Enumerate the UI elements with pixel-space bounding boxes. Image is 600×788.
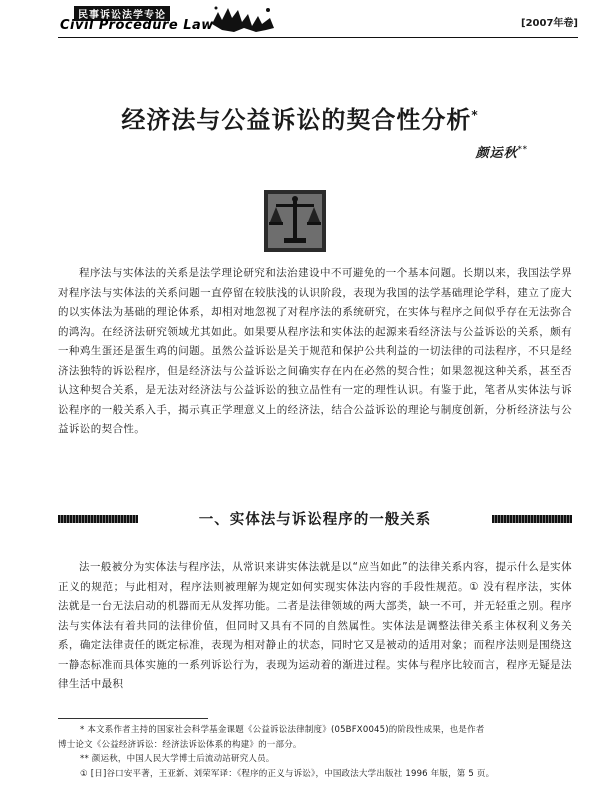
abstract-paragraph: 程序法与实体法的关系是法学理论研究和法治建设中不可避免的一个基本问题。长期以来，我国法学界对程序法与实体法的关系问题一直停留在较肤浅的认识阶段，表现为我国的法学基础理论学科，建立了庞大的以实体法为基础的理论体系，却相对地忽视了对程序法的系统研究，在实体与程序之间似乎存在无法弥合的鸿沟。在经济法研究领域尤其如此。如果要从程序法和实体法的起源来看经济法与公益诉讼的关系，颇有一种鸡生蛋还是蛋生鸡的问题。虽然公益诉讼是关于规范和保护公共利益的一切法律的司法程序，不只是经济法独特的诉讼程序，但是经济法与公益诉讼之间确实存在内在必然的契合性；如果忽视这种关系，甚至否认这种契合关系，是无法对经济法与公益诉讼的独立品性有一定的理性认识。有鉴于此，笔者从实体法与诉讼程序的一般关系入手，揭示真正学理意义上的经济法，结合公益诉讼的理论与制度创新，分析经济法与公益诉讼的契合性。	[58, 267, 572, 435]
footnote-funding-line2: 博士论文《公益经济诉讼：经济法诉讼体系的构建》的一部分。	[58, 739, 302, 750]
footnote-author: ** 颜运秋，中国人民大学博士后流动站研究人员。	[80, 754, 275, 764]
author-footnote-mark: **	[517, 143, 528, 154]
footnote-divider	[58, 718, 208, 719]
section-heading-row	[58, 506, 572, 532]
year-label: [2007年卷]	[521, 18, 578, 29]
ink-splash-decoration	[208, 4, 278, 34]
body-paragraph: 法一般被分为实体法与程序法，从常识来讲实体法就是以“应当如此”的法律关系内容，提示什么是实体正义的规范；与此相对，程序法则被理解为规定如何实现实体法内容的手段性规范。① 没有程序法，实体法就是一台无法启动的机器而无从发挥功能。二者是法律领域的两大部类，缺一不可，并无轻重之别。程序法与实体法有着共同的法律价值，但同时又具有不同的自然属性。实体法是调整法律关系主体权利义务关系，确定法律责任的既定标准，表现为相对静止的状态，同时它又是被动的适用对象；而程序法则是围绕这一静态标准而具体实施的一系列诉讼行为，表现为运动着的渐进过程。实体与程序比较而言，程序无疑是法律生活中最积	[58, 561, 572, 690]
heading-decor-bar-left	[58, 515, 138, 523]
title-footnote-mark: *	[471, 108, 479, 122]
journal-name-en: Civil Procedure Law	[60, 18, 214, 33]
running-header	[58, 4, 578, 38]
section-heading: 一、实体法与诉讼程序的一般关系	[198, 512, 432, 528]
footnotes	[58, 723, 572, 781]
footnote-funding-line1: * 本文系作者主持的国家社会科学基金课题《公益诉讼法律制度》(05BFX0045)的阶段性成果，也是作者	[80, 725, 485, 735]
heading-decor-bar-right	[492, 515, 572, 523]
journal-logo	[58, 4, 233, 34]
footnote-citation: ① [日]谷口安平著，王亚新、刘荣军译：《程序的正义与诉讼》，中国政法大学出版社 1996 年版，第 5 页。	[80, 768, 495, 779]
header-divider	[58, 37, 578, 38]
article-title	[0, 100, 600, 135]
scales-of-justice-emblem-icon	[264, 190, 326, 252]
author-byline	[476, 142, 528, 161]
author-name: 颜运秋	[475, 146, 518, 161]
title-text: 经济法与公益诉讼的契合性分析	[121, 106, 472, 134]
journal-name-cn: 民事诉讼法学专论	[74, 6, 170, 21]
